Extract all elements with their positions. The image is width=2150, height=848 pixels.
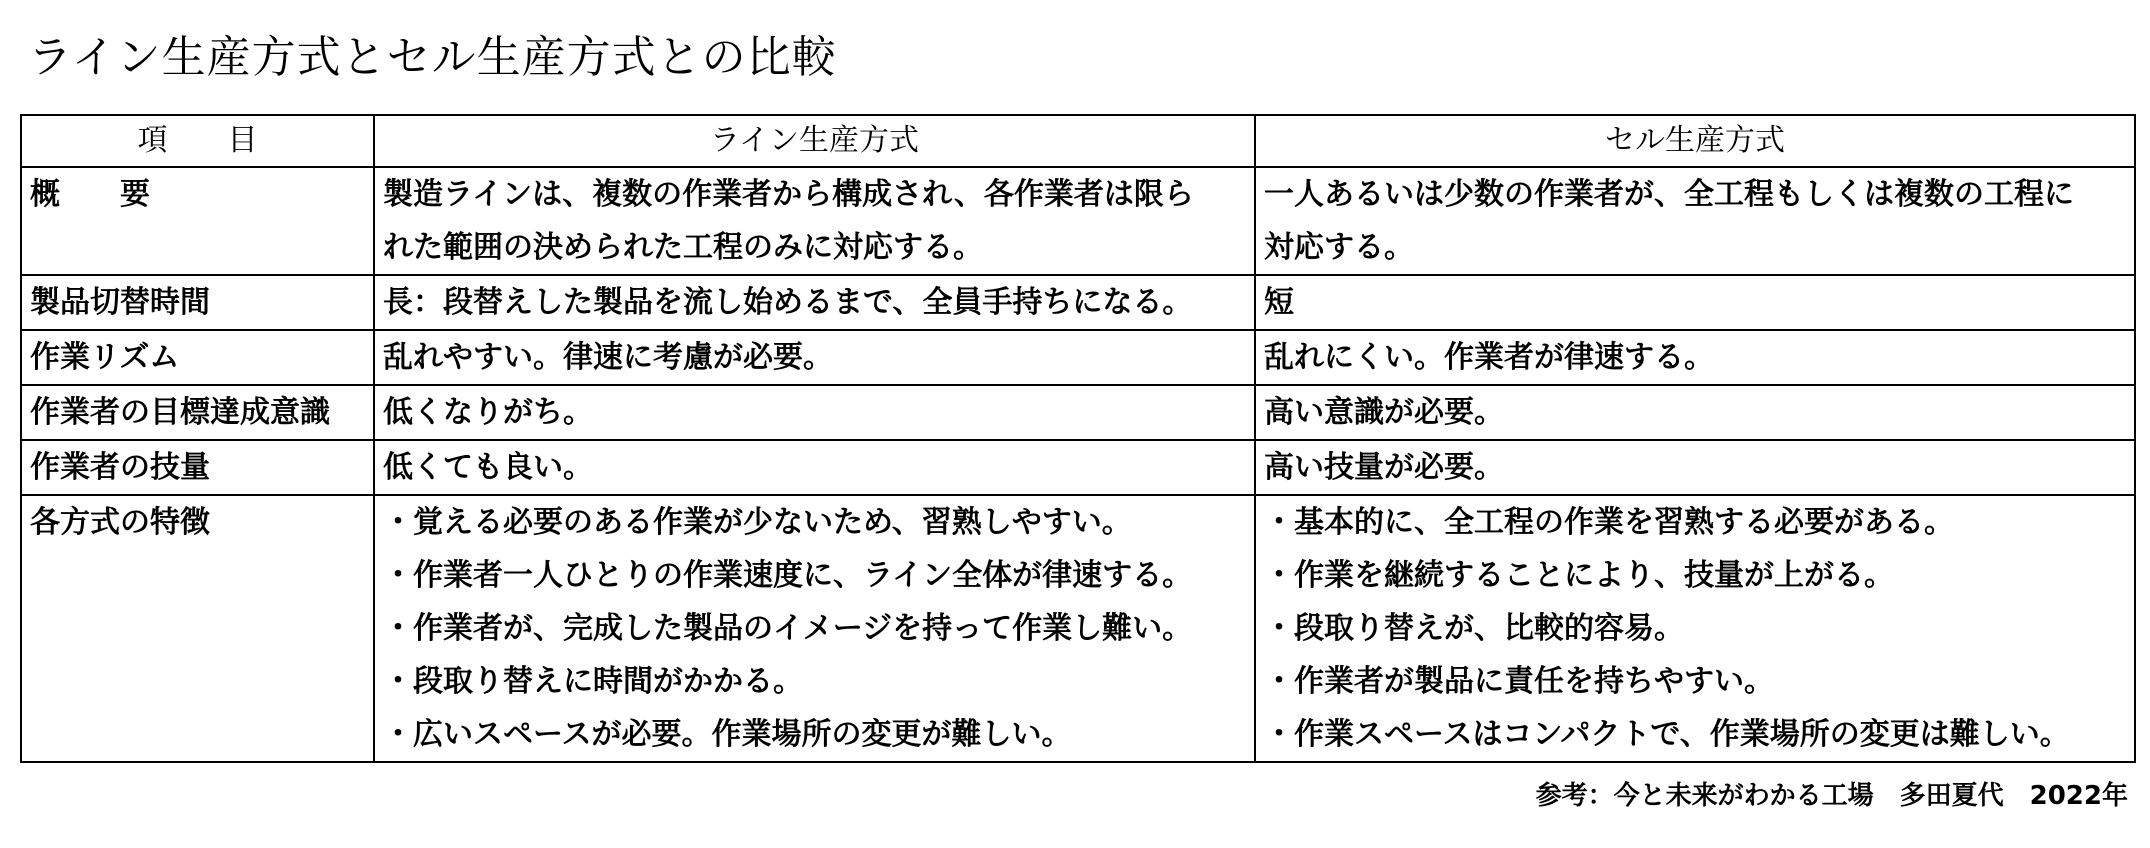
page-title: ライン生産方式とセル生産方式との比較 bbox=[28, 32, 837, 83]
cell-production-cell bbox=[1255, 495, 2135, 762]
source-citation: 参考：今と未来がわかる工場 多田夏代 2022年 bbox=[1535, 781, 2128, 811]
cell-text-line: 高い技量が必要。 bbox=[1264, 450, 1504, 485]
header-line-production: ライン生産方式 bbox=[374, 115, 1255, 167]
cell-text-line: 製造ラインは、複数の作業者から構成され、各作業者は限ら bbox=[383, 177, 1194, 212]
cell-text-line: 短 bbox=[1264, 285, 1294, 320]
bullet-item: ・基本的に、全工程の作業を習熟する必要がある。 bbox=[1264, 505, 1954, 540]
line-production-cell bbox=[374, 385, 1255, 440]
table-row-changeover-time bbox=[21, 275, 2135, 330]
cell-text-line: 低くなりがち。 bbox=[383, 395, 593, 430]
table-header-row bbox=[21, 115, 2135, 167]
cell-production-cell bbox=[1255, 385, 2135, 440]
line-production-cell bbox=[374, 275, 1255, 330]
bullet-item: ・段取り替えが、比較的容易。 bbox=[1264, 611, 1684, 646]
row-label: 製品切替時間 bbox=[30, 285, 210, 320]
line-production-cell bbox=[374, 495, 1255, 762]
row-label-cell bbox=[21, 495, 374, 762]
cell-production-cell bbox=[1255, 440, 2135, 495]
cell-text-line: 一人あるいは少数の作業者が、全工程もしくは複数の工程に bbox=[1264, 177, 2074, 212]
cell-text-line: 乱れやすい。律速に考慮が必要。 bbox=[383, 340, 833, 375]
cell-text-line: 長：段替えした製品を流し始めるまで、全員手持ちになる。 bbox=[383, 285, 1193, 320]
bullet-item: ・作業者一人ひとりの作業速度に、ライン全体が律速する。 bbox=[383, 558, 1193, 593]
cell-text-line: 乱れにくい。作業者が律速する。 bbox=[1264, 340, 1714, 375]
table-row-worker-skill bbox=[21, 440, 2135, 495]
bullet-item: ・覚える必要のある作業が少ないため、習熟しやすい。 bbox=[383, 505, 1132, 540]
bullet-item: ・広いスペースが必要。作業場所の変更が難しい。 bbox=[383, 717, 1072, 752]
row-label: 各方式の特徴 bbox=[30, 505, 210, 540]
cell-text-line: 対応する。 bbox=[1264, 230, 1414, 265]
row-label: 作業リズム bbox=[30, 340, 180, 375]
header-item: 項 目 bbox=[21, 115, 374, 167]
cell-text-line: 低くても良い。 bbox=[383, 450, 593, 485]
table-row-work-rhythm bbox=[21, 330, 2135, 385]
row-label-cell bbox=[21, 167, 374, 275]
comparison-table bbox=[20, 114, 2136, 763]
cell-text-line: 高い意識が必要。 bbox=[1264, 395, 1504, 430]
row-label: 概 要 bbox=[30, 177, 150, 212]
cell-production-cell bbox=[1255, 275, 2135, 330]
bullet-item: ・作業者が製品に責任を持ちやすい。 bbox=[1264, 664, 1774, 699]
bullet-item: ・作業を継続することにより、技量が上がる。 bbox=[1264, 558, 1894, 593]
table-row-overview bbox=[21, 167, 2135, 275]
row-label-cell bbox=[21, 385, 374, 440]
cell-production-cell bbox=[1255, 167, 2135, 275]
table-row-goal-awareness bbox=[21, 385, 2135, 440]
row-label: 作業者の目標達成意識 bbox=[30, 395, 330, 430]
cell-production-cell bbox=[1255, 330, 2135, 385]
header-cell-production: セル生産方式 bbox=[1255, 115, 2135, 167]
row-label: 作業者の技量 bbox=[30, 450, 210, 485]
line-production-cell bbox=[374, 330, 1255, 385]
row-label-cell bbox=[21, 275, 374, 330]
bullet-item: ・作業スペースはコンパクトで、作業場所の変更は難しい。 bbox=[1264, 717, 2070, 752]
cell-text-line: れた範囲の決められた工程のみに対応する。 bbox=[383, 230, 983, 265]
line-production-cell bbox=[374, 167, 1255, 275]
row-label-cell bbox=[21, 440, 374, 495]
bullet-item: ・段取り替えに時間がかかる。 bbox=[383, 664, 803, 699]
bullet-item: ・作業者が、完成した製品のイメージを持って作業し難い。 bbox=[383, 611, 1193, 646]
table-row-features bbox=[21, 495, 2135, 762]
line-production-cell bbox=[374, 440, 1255, 495]
row-label-cell bbox=[21, 330, 374, 385]
